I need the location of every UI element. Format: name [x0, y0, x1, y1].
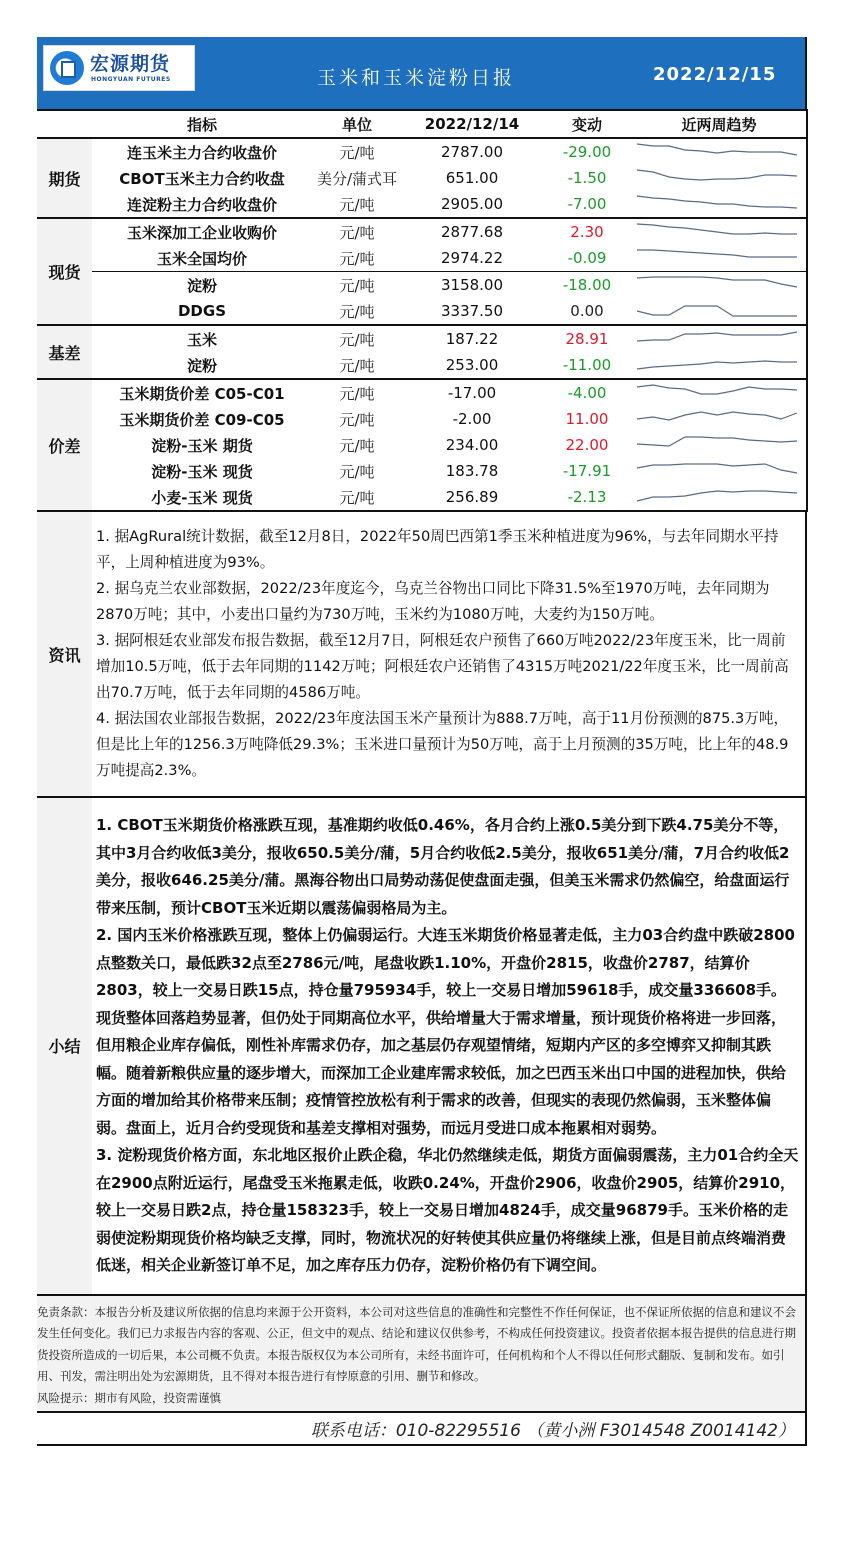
risk-warning: 风险提示：期市有风险，投资需谨慎 [37, 1390, 221, 1405]
trend-sparkline-icon [632, 220, 807, 244]
unit-cell: 元/吨 [339, 143, 375, 162]
sparkline-cell [632, 432, 807, 458]
sparkline-cell [632, 245, 807, 272]
summary-item: 2. 国内玉米价格涨跌互现，整体上仍偏弱运行。大连玉米期货价格显著走低，主力03合约盘中跌破2800点整数关口，最低跌32点至2786元/吨，尾盘收跌1.10%，开盘价2815，收盘价2787，结算价2803，较上一交易日跌15点，持仓量795934手，较上一交易日增加59618手，成交量336608手。现货整体回落趋势显著，但仍处于同期高位水平，供给增量大于需求增量，预计现货价格将进一步回落，但用粮企业库存偏低，刚性补库需求仍存，加之基层仍存观望情绪，短期内产区的多空博弈又抑制其跌幅。随着新粮供应量的逐步增大，而深加工企业建库需求较低，加之巴西玉米出口中国的进程加快，供给方面的增加给其价格带来压制；疫情管控放松有利于需求的改善，但现实的表现仍然偏弱，玉米整体偏弱。盘面上，近月合约受现货和基差支撑相对强势，而远月受进口成本拖累相对弱势。 [96, 926, 795, 1137]
trend-sparkline-icon [632, 140, 807, 164]
change-cell: -11.00 [542, 352, 632, 379]
table-row [37, 352, 807, 379]
report-date: 2022/12/15 [653, 64, 777, 85]
disclaimer-text: 免责条款：本报告分析及建议所依据的信息均来源于公开资料，本公司对这些信息的准确性和完整性不作任何保证，也不保证所依据的信息和建议不会发生任何变化。我们已力求报告内容的客观、公正，但文中的观点、结论和建议仅供参考，不构成任何投资建议。投资者依据本报告提供的信息进行期货投资所造成的一切后果，本公司概不负责。本报告版权仅为本公司所有，未经书面许可，任何机构和个人不得以任何形式翻版、复制和发布。如引用、刊发，需注明出处为宏源期货，且不得对本报告进行有悖原意的引用、删节和修改。 [37, 1304, 796, 1383]
table-row [37, 245, 807, 272]
indicator-cell: DDGS [92, 298, 312, 325]
news-label: 资讯 [37, 512, 92, 796]
value-cell: 2974.22 [402, 245, 542, 272]
indicator-cell: 淀粉-玉米 现货 [151, 462, 253, 481]
sparkline-cell [632, 218, 807, 245]
unit-cell: 元/吨 [339, 276, 375, 295]
trend-sparkline-icon [632, 299, 807, 323]
news-content [92, 512, 805, 796]
sparkline-cell [632, 191, 807, 218]
table-row [37, 298, 807, 325]
logo-en-text: HONGYUAN FUTURES [91, 76, 171, 83]
header-blank [37, 110, 92, 138]
trend-sparkline-icon [632, 381, 807, 405]
trend-sparkline-icon [632, 327, 807, 351]
table-header-row [37, 110, 807, 138]
trend-sparkline-icon [632, 433, 807, 457]
sparkline-cell [632, 352, 807, 379]
unit-cell: 元/吨 [339, 330, 375, 349]
indicator-cell: CBOT玉米主力合约收盘 [119, 169, 285, 188]
header-indicator: 指标 [92, 110, 312, 138]
change-cell: -0.09 [542, 245, 632, 272]
summary-label: 小结 [37, 798, 92, 1294]
indicator-cell: 玉米期货价差 C09-C05 [119, 410, 285, 429]
change-cell: -2.13 [542, 484, 632, 511]
summary-item: 1. CBOT玉米期货价格涨跌互现，基准期约收低0.46%，各月合约上涨0.5美分到下跌4.75美分不等，其中3月合约收低3美分，报收650.5美分/蒲，5月合约收低2.5美分，报收651美分/蒲，7月合约收低2美分，报收646.25美分/蒲。黑海谷物出口局势动荡促使盘面走强，但美玉米需求仍然偏空，给盘面运行带来压制，预计CBOT玉米近期以震荡偏弱格局为主。 [96, 816, 790, 917]
indicator-cell: 小麦-玉米 现货 [92, 484, 312, 511]
value-cell: 187.22 [445, 330, 499, 348]
value-cell: 3337.50 [402, 298, 542, 325]
value-cell: -17.00 [447, 384, 497, 402]
indicator-cell: 淀粉-玉米 期货 [151, 436, 253, 455]
report-header [37, 37, 807, 109]
indicator-cell: 玉米全国均价 [92, 245, 312, 272]
change-cell: 11.00 [565, 410, 609, 428]
indicator-cell: 淀粉 [186, 276, 217, 295]
table-row [37, 458, 807, 484]
news-item: 4. 据法国农业部报告数据，2022/23年度法国玉米产量预计为888.7万吨，高于11月份预测的875.3万吨，但是比上年的1256.3万吨降低29.3%；玉米进口量预计为50万吨，高于上月预测的35万吨，比上年的48.9万吨提高2.3%。 [96, 710, 789, 779]
trend-sparkline-icon [632, 485, 807, 509]
value-cell: 3158.00 [440, 276, 504, 294]
daily-report [37, 37, 807, 1446]
table-row [37, 325, 807, 352]
trend-sparkline-icon [632, 166, 807, 190]
change-cell: 0.00 [542, 298, 632, 325]
value-cell: 651.00 [445, 169, 499, 187]
sparkline-cell [632, 379, 807, 406]
change-cell: -29.00 [562, 143, 612, 161]
indicator-table [37, 109, 808, 512]
trend-sparkline-icon [632, 246, 807, 270]
change-cell: -18.00 [562, 276, 612, 294]
indicator-cell: 连淀粉主力合约收盘价 [92, 191, 312, 218]
table-row [37, 379, 807, 406]
table-row [37, 165, 807, 191]
value-cell: 183.78 [445, 462, 499, 480]
unit-cell: 元/吨 [339, 436, 375, 455]
unit-cell: 元/吨 [312, 245, 402, 272]
unit-cell: 元/吨 [339, 223, 375, 242]
unit-cell: 元/吨 [339, 410, 375, 429]
unit-cell: 美分/蒲式耳 [316, 169, 398, 188]
sparkline-cell [632, 138, 807, 165]
change-cell: 28.91 [565, 330, 609, 348]
value-cell: 2905.00 [402, 191, 542, 218]
table-body [37, 138, 807, 511]
logo-mark-icon [50, 51, 84, 85]
unit-cell: 元/吨 [312, 298, 402, 325]
indicator-cell: 玉米深加工企业收购价 [126, 223, 277, 242]
value-cell: 253.00 [402, 352, 542, 379]
change-cell: -1.50 [567, 169, 607, 187]
header-trend: 近两周趋势 [632, 110, 807, 138]
indicator-cell: 玉米 [186, 330, 217, 349]
sparkline-cell [632, 458, 807, 484]
news-item: 1. 据AgRural统计数据，截至12月8日，2022年50周巴西第1季玉米种植进度为96%，与去年同期水平持平，上周种植进度为93%。 [96, 528, 779, 571]
header-unit: 单位 [312, 110, 402, 138]
table-row [37, 138, 807, 165]
table-row [37, 272, 807, 299]
sparkline-cell [632, 325, 807, 352]
trend-sparkline-icon [632, 192, 807, 216]
indicator-cell: 玉米期货价差 C05-C01 [119, 384, 285, 403]
sparkline-cell [632, 165, 807, 191]
value-cell: 2877.68 [440, 223, 504, 241]
header-change: 变动 [542, 110, 632, 138]
change-cell: 22.00 [565, 436, 609, 454]
summary-item: 3. 淀粉现货价格方面，东北地区报价止跌企稳，华北仍然继续走低，期货方面偏弱震荡，主力01合约全天在2900点附近运行，尾盘受玉米拖累走低，收跌0.24%，开盘价2906，收盘价2905，结算价2910，较上一交易日跌2点，持仓量158323手，较上一交易日增加4824手，成交量96879手。玉米价格的走弱使淀粉期现货价格均缺乏支撑，同时，物流状况的好转使其供应量仍将继续上涨，但是目前点终端消费低迷，相关企业新签订单不足，加之库存压力仍存，淀粉价格仍有下调空间。 [96, 1146, 799, 1274]
sparkline-cell [632, 272, 807, 299]
value-cell: 256.89 [402, 484, 542, 511]
report-title: 玉米和玉米淀粉日报 [317, 67, 516, 89]
table-row [37, 432, 807, 458]
logo-cn-text: 宏源期货 [90, 53, 171, 75]
unit-cell: 元/吨 [312, 484, 402, 511]
category-label: 价差 [37, 379, 92, 511]
unit-cell: 元/吨 [339, 384, 375, 403]
sparkline-cell [632, 298, 807, 325]
table-row [37, 191, 807, 218]
contact-info: 联系电话：010-82295516 （黄小洲 F3014548 Z0014142） [37, 1411, 807, 1446]
change-cell: 2.30 [570, 223, 604, 241]
table-row [37, 484, 807, 511]
change-cell: -4.00 [567, 384, 607, 402]
category-label: 基差 [37, 325, 92, 379]
change-cell: -17.91 [562, 462, 612, 480]
table-row [37, 406, 807, 432]
indicator-cell: 连玉米主力合约收盘价 [126, 143, 277, 162]
value-cell: 2787.00 [440, 143, 504, 161]
summary-content [92, 798, 805, 1294]
indicator-cell: 淀粉 [92, 352, 312, 379]
news-item: 2. 据乌克兰农业部数据，2022/23年度迄今，乌克兰谷物出口同比下降31.5%至1970万吨，去年同期为2870万吨；其中，小麦出口量约为730万吨，玉米约为1080万吨，大麦约为150万吨。 [96, 580, 770, 623]
trend-sparkline-icon [632, 273, 807, 297]
trend-sparkline-icon [632, 459, 807, 483]
change-cell: -7.00 [542, 191, 632, 218]
unit-cell: 元/吨 [312, 352, 402, 379]
company-logo [43, 45, 195, 91]
summary-section [37, 798, 807, 1296]
table-row [37, 218, 807, 245]
news-item: 3. 据阿根廷农业部发布报告数据，截至12月7日，阿根廷农户预售了660万吨2022/23年度玉米，比一周前增加10.5万吨，低于去年同期的1142万吨；阿根廷农户还销售了4315万吨2021/22年度玉米，比一周前高出70.7万吨，低于去年同期的4586万吨。 [96, 632, 789, 701]
header-date: 2022/12/14 [402, 110, 542, 138]
value-cell: -2.00 [452, 410, 492, 428]
trend-sparkline-icon [632, 353, 807, 377]
news-section [37, 512, 807, 798]
value-cell: 234.00 [445, 436, 499, 454]
category-label: 现货 [37, 218, 92, 325]
category-label: 期货 [37, 138, 92, 218]
unit-cell: 元/吨 [312, 191, 402, 218]
unit-cell: 元/吨 [339, 462, 375, 481]
trend-sparkline-icon [632, 407, 807, 431]
sparkline-cell [632, 406, 807, 432]
disclaimer [37, 1296, 807, 1412]
sparkline-cell [632, 484, 807, 511]
